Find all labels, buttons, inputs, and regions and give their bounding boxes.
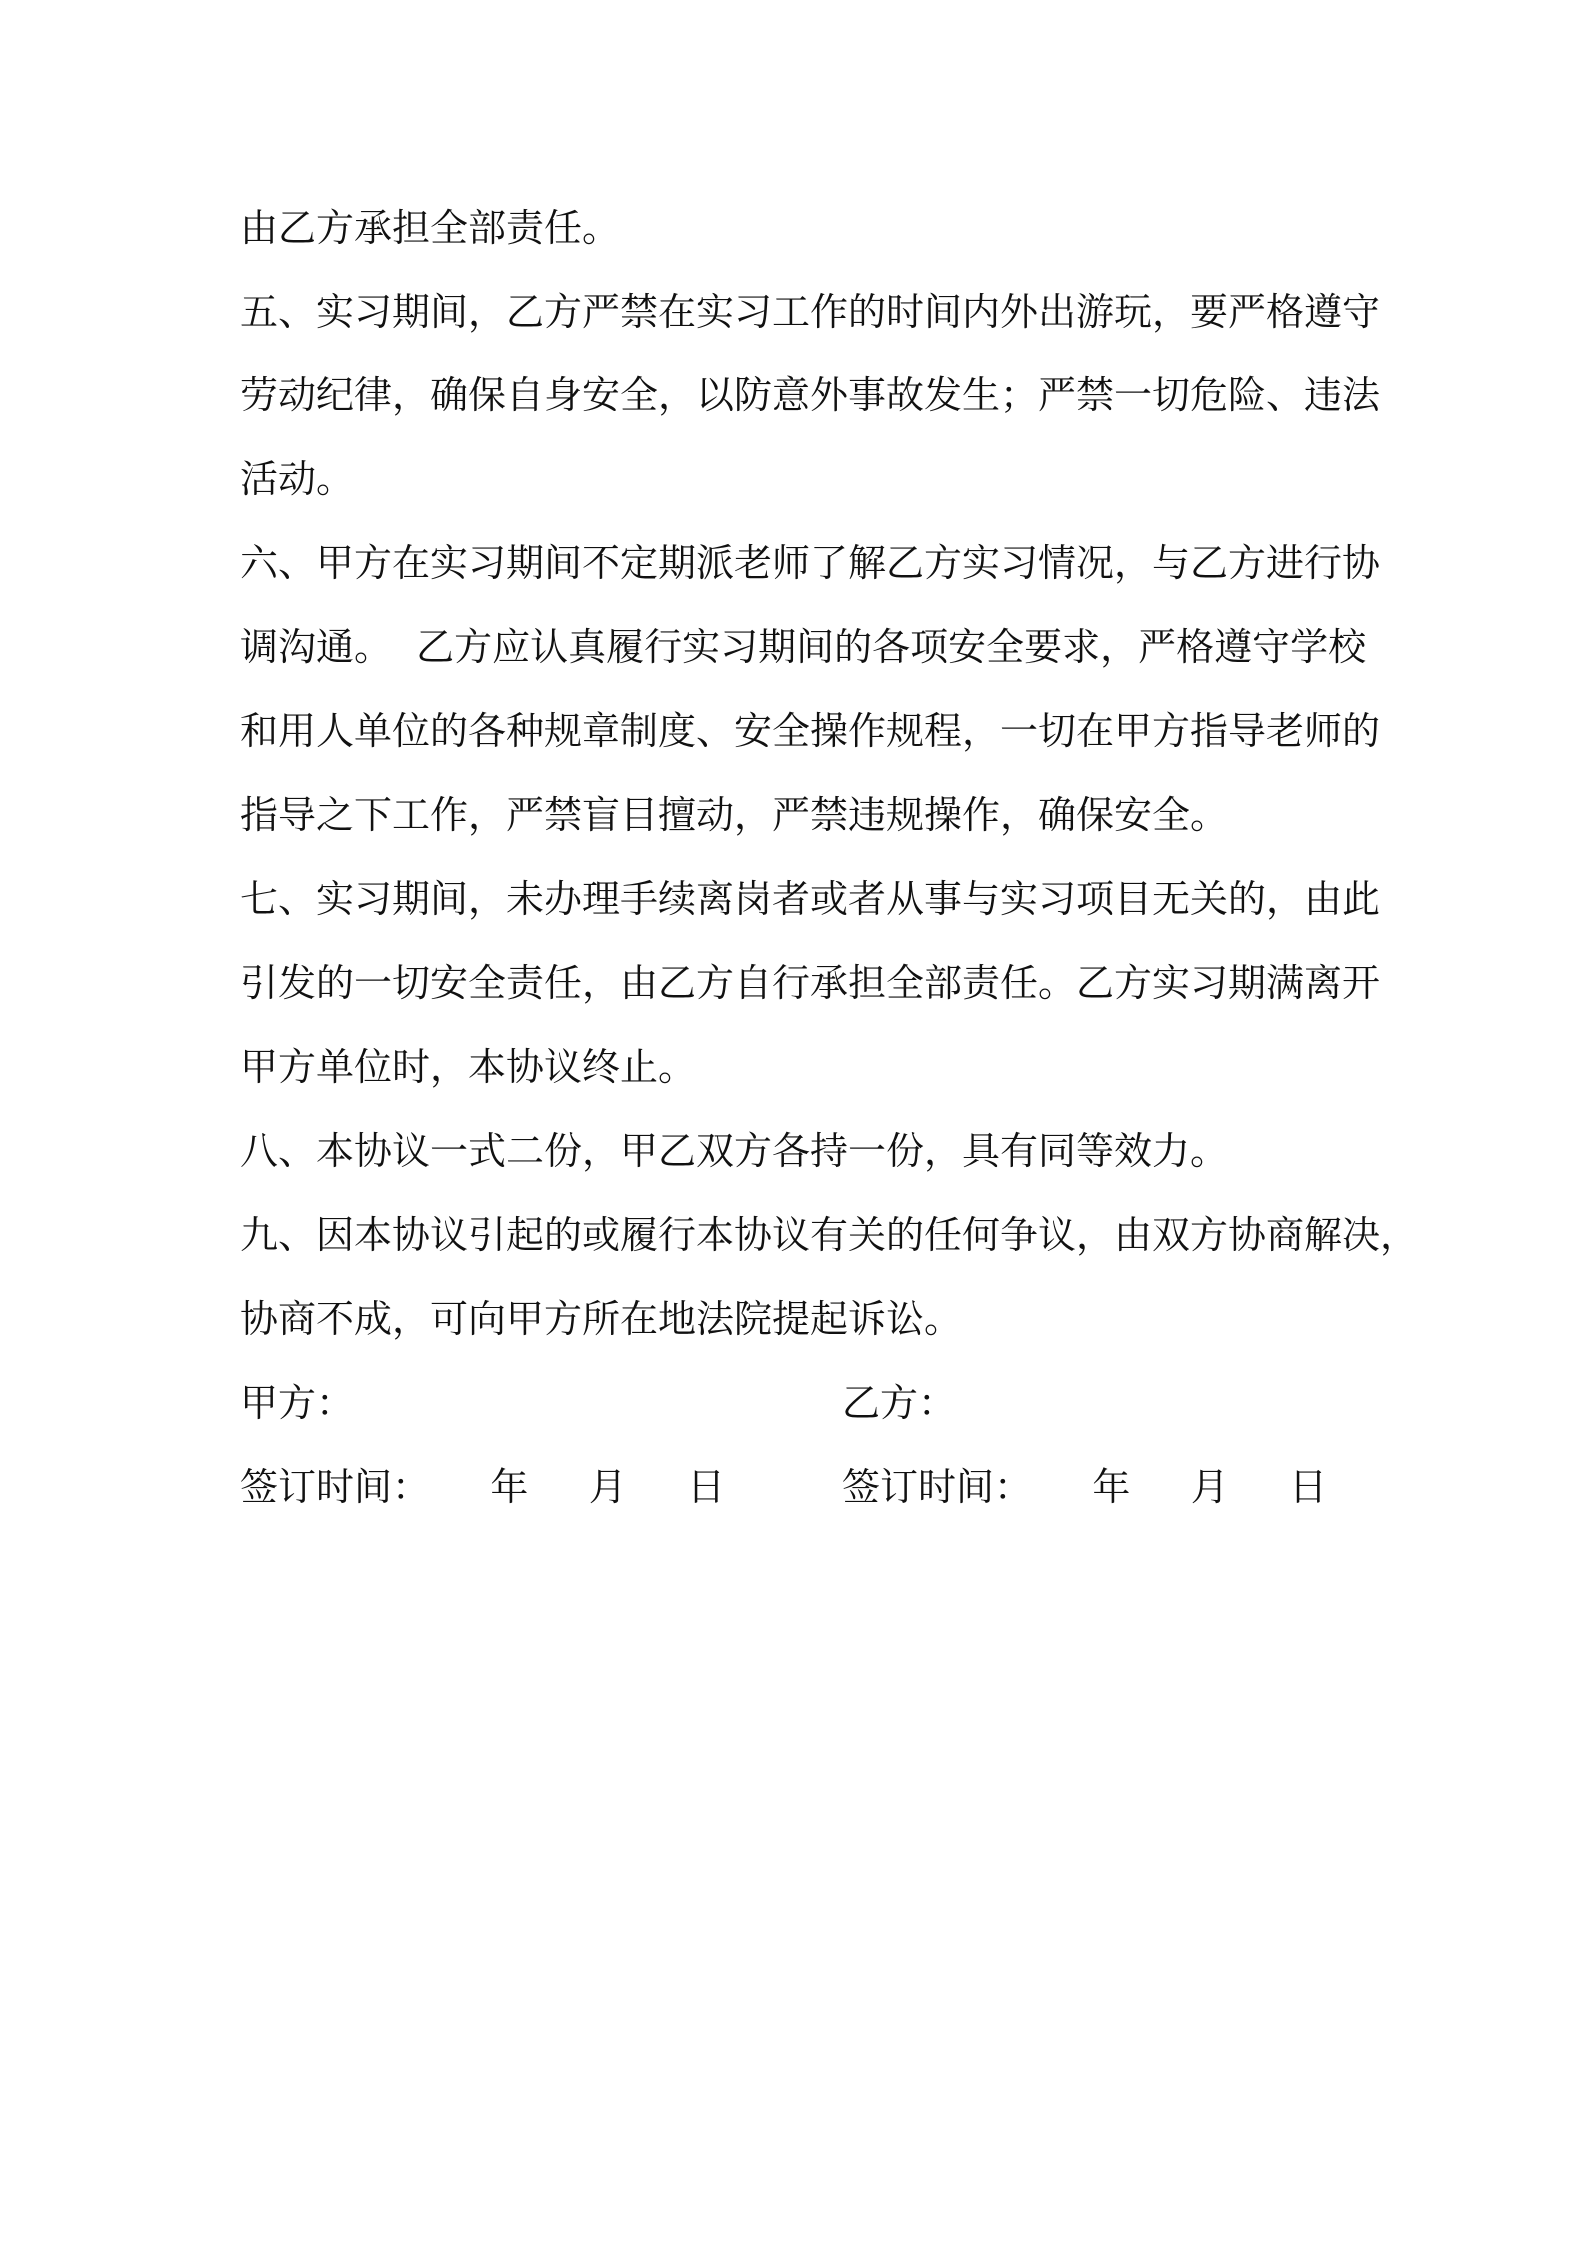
clause-7-line-2: 引发的一切安全责任，由乙方自行承担全部责任。乙方实习期满离开 bbox=[240, 961, 1381, 1005]
clause-5-line-1: 五、实习期间，乙方严禁在实习工作的时间内外出游玩，要严格遵守 bbox=[240, 290, 1381, 334]
party-a-label: 甲方： bbox=[240, 1381, 355, 1425]
clause-6-line-2: 调沟通。 乙方应认真履行实习期间的各项安全要求，严格遵守学校 bbox=[240, 625, 1367, 669]
clause-9-line-2: 协商不成，可向甲方所在地法院提起诉讼。 bbox=[240, 1297, 963, 1341]
clause-9-line-1: 九、因本协议引起的或履行本协议有关的任何争议，由双方协商解决， bbox=[240, 1213, 1419, 1257]
clause-6-line-3: 和用人单位的各种规章制度、安全操作规程，一切在甲方指导老师的 bbox=[240, 709, 1381, 753]
party-b-label: 乙方： bbox=[842, 1381, 957, 1425]
clause-7-line-3: 甲方单位时，本协议终止。 bbox=[240, 1045, 697, 1089]
clause-5-line-2: 劳动纪律，确保自身安全，以防意外事故发生；严禁一切危险、违法 bbox=[240, 373, 1381, 417]
clause-6-line-1: 六、甲方在实习期间不定期派老师了解乙方实习情况，与乙方进行协 bbox=[240, 541, 1381, 585]
clause-6-line-4: 指导之下工作，严禁盲目擅动，严禁违规操作，确保安全。 bbox=[240, 793, 1229, 837]
text-line: 由乙方承担全部责任。 bbox=[240, 206, 621, 250]
party-a-sign-date: 签订时间： 年 月 日 bbox=[240, 1465, 726, 1509]
party-b-sign-date: 签订时间： 年 月 日 bbox=[842, 1465, 1328, 1509]
clause-8-line-1: 八、本协议一式二份，甲乙双方各持一份，具有同等效力。 bbox=[240, 1129, 1229, 1173]
clause-7-line-1: 七、实习期间，未办理手续离岗者或者从事与实习项目无关的，由此 bbox=[240, 877, 1381, 921]
clause-5-line-3: 活动。 bbox=[240, 457, 355, 501]
